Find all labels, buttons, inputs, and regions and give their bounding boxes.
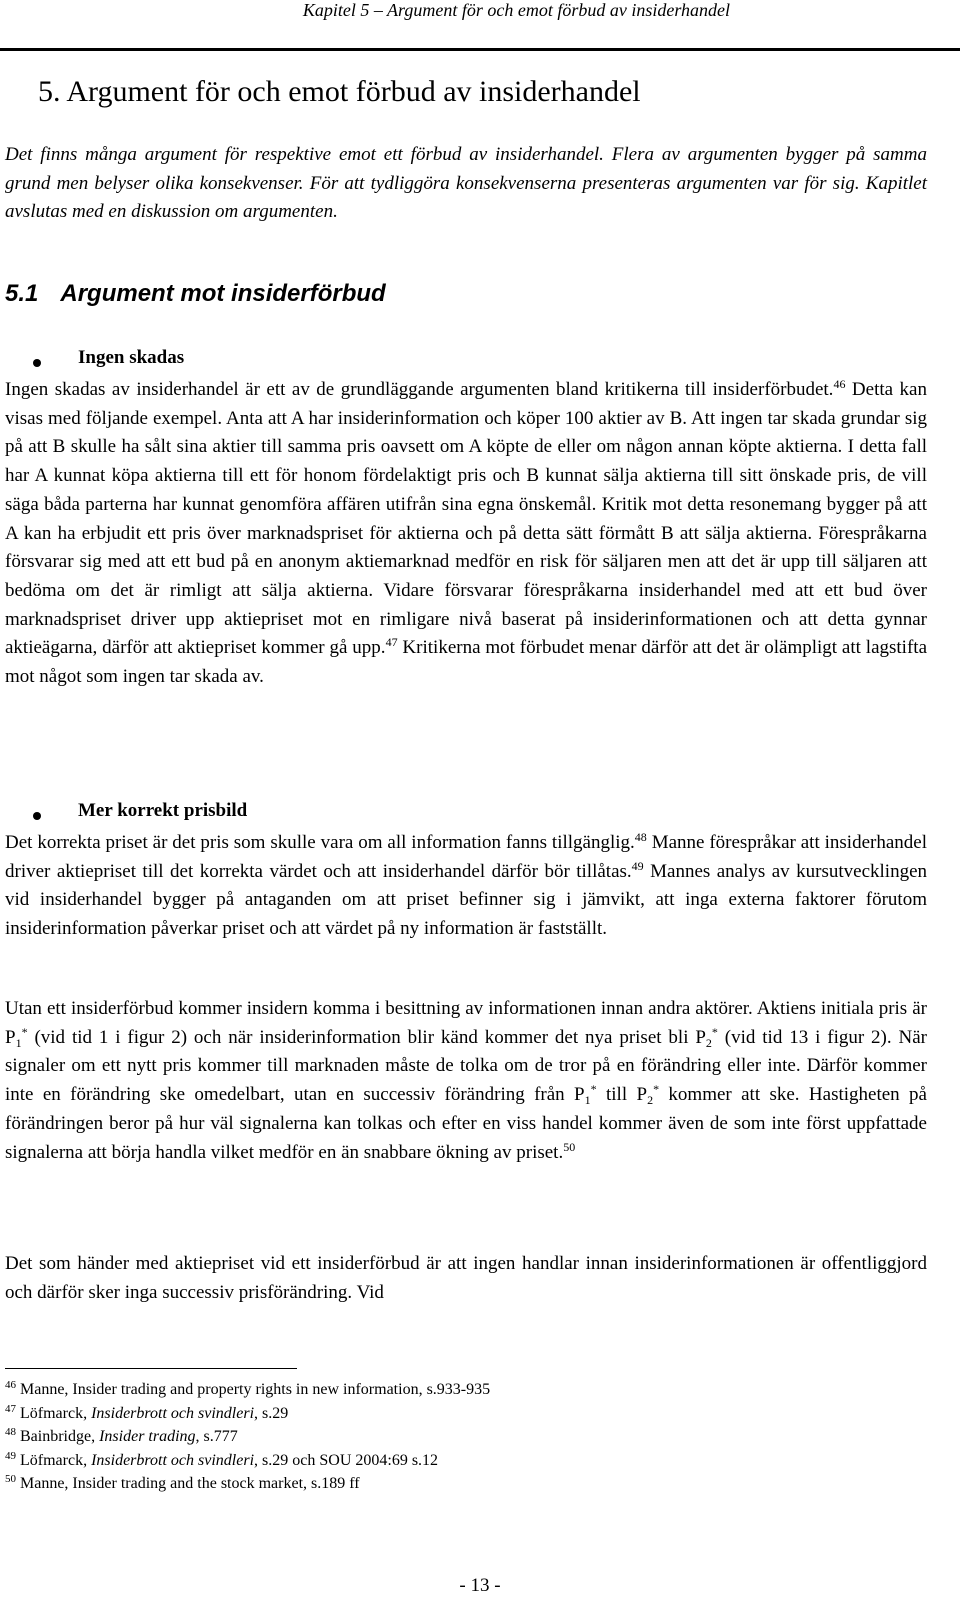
argument-heading-label: Mer korrekt prisbild (78, 800, 248, 821)
text-run: Kritikerna mot förbudet menar därför att det är olämpligt att lagstifta mot något som ingen tar skada av. (5, 637, 927, 688)
footnote-number: 47 (5, 1402, 16, 1415)
footnote-number: 49 (5, 1449, 16, 1462)
footnote-ref: 49 (631, 858, 644, 873)
section-number: 5.1 (5, 280, 39, 307)
text-run: kommer att ske. Hastigheten på förändringen beror på hur väl signalerna kan tolkas och efter en viss handel kommer även de som inte först uppfattade signalerna att börja handla vilket medför en än snabbare ökning av priset. (5, 1084, 927, 1163)
bullet-icon (33, 812, 41, 820)
footnote-number: 48 (5, 1426, 16, 1438)
price-star: * (21, 1024, 28, 1039)
footnote (5, 1472, 905, 1496)
footnote-number: 46 (5, 1379, 16, 1391)
text-run: Detta kan visas med följande exempel. Anta att A har insiderinformation och köper 100 aktier av B. Att ingen tar skada grundar sig på att B skulle ha sålt sina aktier till samma pris oavsett om A köpte de eller om någon annan köpte aktierna. I detta fall har A kunnat köpa aktierna till ett för honom fördelaktigt pris och B kunnat sälja aktierna till sitt önskade pris, de vill säga båda parterna har kunnat genomföra affären utifrån sina egna önskemål. Kritik mot detta resonemang bygger på att A kan ha erbjudit ett pris över marknadspriset för aktierna och på detta sätt förmått B att sälja aktierna. Förespråkarna försvarar sig med att ett bud på en anonym aktiemarknad medför en risk för säljaren men att det är upp till säljaren att bedöma om det är rimligt att sälja aktierna. Vidare försvarar förespråkarna insiderhandel med att ett bud över marknadspriset driver upp aktiepriset mot en rimligare nivå baserat på insiderinformationen och att detta gynnar aktieägarna, därför att aktiepriset kommer gå upp. (5, 379, 927, 659)
argument-heading-label: Ingen skadas (78, 347, 185, 368)
price-subscript: 1 (584, 1093, 591, 1108)
text-run: Ingen skadas av insiderhandel är ett av de grundläggande argumenten bland kritikerna till insiderförbudet. (5, 379, 834, 400)
text-run: till P (596, 1084, 648, 1106)
paragraph-insider-price (5, 995, 927, 1167)
footnote-text: Löfmarck, (20, 1451, 92, 1469)
text-run: Manne förespråkar att insiderhandel driver aktiepriset till det korrekta värdet och att insiderhandel därför bör tillåtas. (5, 832, 927, 882)
footnote-text: Manne, Insider trading and property rights in new information, s.933-935 (20, 1381, 491, 1398)
chapter-title: 5. Argument för och emot förbud av insiderhandel (38, 75, 641, 108)
argument-paragraph-ingen-skadas (5, 376, 927, 692)
price-star: * (653, 1082, 660, 1097)
footnote-ref: 46 (833, 377, 846, 391)
section-title: Argument mot insiderförbud (60, 280, 386, 307)
text-run: Det som händer med aktiepriset vid ett insiderförbud är att ingen handlar innan insiderinformationen är offentliggjord och därför sker inga successiv prisförändring. Vid (5, 1253, 927, 1303)
paragraph-insider-ban (5, 1250, 927, 1307)
footnote-ref: 48 (634, 830, 647, 844)
text-run: (vid tid 13 i figur 2). När signaler om ett nytt pris kommer till marknaden måste de tolka om de tror på en förändring eller inte. Därför kommer inte en förändring ske omedelbart, utan en successiv förändring från P (5, 1026, 927, 1106)
running-header-title: Kapitel 5 – Argument för och emot förbud av insiderhandel (302, 0, 730, 20)
footnote-text: Löfmarck, (20, 1404, 92, 1422)
text-run: Utan ett insiderförbud kommer insidern komma i besittning av informationen innan andra aktörer. Aktiens initiala pris är P (5, 998, 927, 1048)
section-heading (5, 280, 386, 308)
footnote-title: Insiderbrott och svindleri (91, 1404, 255, 1422)
text-run: Mannes analys av kursutvecklingen vid insiderhandel bygger på antaganden om att priset befinner sig i jämvikt, att inga externa faktorer förutom insiderinformation påverkar priset och att värdet på ny information är fastställt. (5, 860, 928, 940)
intro-paragraph (5, 141, 927, 227)
footnote-title: Insiderbrott och svindleri (91, 1451, 255, 1469)
footnote-text: , s.777 (195, 1428, 238, 1445)
price-star: * (711, 1024, 718, 1039)
footnote (5, 1425, 905, 1449)
intro-text: Det finns många argument för respektive emot ett förbud av insiderhandel. Flera av argumenten bygger på samma grund men belyser olika konsekvenser. För att tydliggöra konsekvenserna presenteras argumenten var för sig. Kapitlet avslutas med en diskussion om argumenten. (5, 144, 927, 223)
footnote-text: Bainbridge, (20, 1428, 100, 1445)
footnote (5, 1378, 905, 1402)
footnote-divider (5, 1368, 297, 1369)
footnote-text: Manne, Insider trading and the stock market, s.189 ff (20, 1475, 360, 1492)
footnote (5, 1449, 905, 1473)
footnote-text: , s.29 och SOU 2004:69 s.12 (254, 1451, 439, 1469)
text-run: (vid tid 1 i figur 2) och när insiderinformation blir känd kommer det nya priset bli P (27, 1026, 706, 1048)
footnote (5, 1402, 905, 1426)
footnote-number: 50 (5, 1473, 16, 1485)
page-number: - 13 - (459, 1575, 501, 1596)
price-subscript: 2 (705, 1035, 712, 1050)
footnote-ref: 47 (385, 635, 398, 650)
footnote-text: , s.29 (254, 1404, 289, 1422)
price-subscript: 2 (647, 1093, 654, 1108)
footnote-title: Insider trading (99, 1428, 196, 1445)
price-subscript: 1 (15, 1035, 22, 1050)
text-run: Det korrekta priset är det pris som skulle vara om all information fanns tillgänglig. (5, 832, 635, 853)
footnotes (5, 1378, 905, 1496)
price-star: * (590, 1082, 597, 1097)
bullet-icon (33, 359, 41, 367)
footnote-ref: 50 (563, 1139, 576, 1154)
running-header (0, 0, 960, 51)
argument-paragraph-mer-korrekt-prisbild (5, 829, 927, 944)
